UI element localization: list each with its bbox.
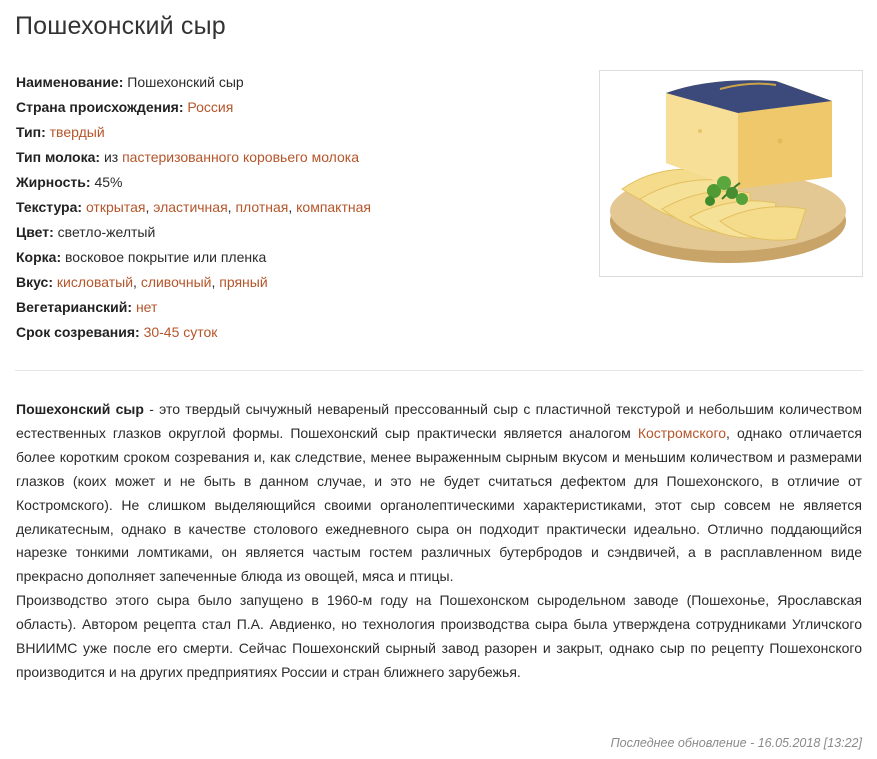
type-link[interactable]: твердый <box>49 124 105 140</box>
prop-fat <box>16 170 576 195</box>
prop-texture: Текстура: открытая, эластичная, плотная, компактная <box>16 199 371 215</box>
taste-link-creamy[interactable]: сливочный <box>140 274 212 290</box>
prop-label: Страна происхождения: <box>16 99 184 115</box>
prop-color <box>16 220 576 245</box>
prop-label: Тип: <box>16 124 46 140</box>
texture-link-compact[interactable]: компактная <box>296 199 371 215</box>
description-text: , однако отличается более коротким сроком созревания и, как следствие, менее выраженным сырным вкусом и меньшим количеством и размерами глазков (коих может и не быть в данном случае, и это не будет считаться дефектом для Пошехонского, в отличие от Костромского). Не слишком выделяющийся своими органолептическими характеристиками, этот сыр совсем не является деликатесным, однако в качестве столового ежедневного сыра он подходит практически идеально. Отлично поддающийся нарезке тонкими ломтиками, он является частым гостем различных бутербродов и сэндвичей, а в расплавленном виде прекрасно дополняет запеченные блюда из овощей, мяса и птицы. <box>16 424 862 585</box>
prop-country <box>16 95 576 120</box>
taste-link-spicy[interactable]: пряный <box>219 274 268 290</box>
page-title: Пошехонский сыр <box>15 12 226 40</box>
divider <box>15 370 863 371</box>
last-updated: Последнее обновление - 16.05.2018 [13:22] <box>610 736 862 750</box>
prop-milk <box>16 145 576 170</box>
prop-label: Наименование: <box>16 74 124 90</box>
vegetarian-link[interactable]: нет <box>135 299 158 315</box>
prop-label: Тип молока: <box>16 149 101 165</box>
prop-type <box>16 120 576 145</box>
prop-taste: Вкус: кисловатый, сливочный, пряный <box>16 274 268 290</box>
cheese-properties <box>16 70 576 345</box>
prop-label: Жирность: <box>16 174 91 190</box>
prop-label: Вкус: <box>16 274 54 290</box>
description-paragraph: Производство этого сыра было запущено в 1960-м году на Пошехонском сыродельном заводе (Пошехонье, Ярославская область). Автором рецепта стал П.А. Авдиенко, но технология производства сыра была утверждена сотрудниками Угличского ВНИИМС уже после его смерти. Сейчас Пошехонский сырный завод разорен и закрыт, однако сыр по рецепту Пошехонского производится и на других предприятиях России и стран ближнего зарубежья. <box>16 592 862 680</box>
taste-link-sour[interactable]: кисловатый <box>56 274 134 290</box>
prop-aging <box>16 320 576 345</box>
cheese-photo[interactable] <box>599 70 863 277</box>
prop-value: светло-желтый <box>57 224 156 240</box>
prop-value: Пошехонский сыр <box>127 74 244 90</box>
country-link[interactable]: Россия <box>187 99 234 115</box>
kostromskoy-link[interactable]: Костромского <box>637 424 727 441</box>
aging-link[interactable]: 30-45 суток <box>143 324 218 340</box>
description <box>16 398 862 685</box>
texture-link-open[interactable]: открытая <box>85 199 146 215</box>
prop-value: 45% <box>94 174 123 190</box>
milk-link[interactable]: пастеризованного коровьего молока <box>122 149 360 165</box>
description-paragraph <box>16 398 862 589</box>
prop-label: Текстура: <box>16 199 83 215</box>
texture-link-elastic[interactable]: эластичная <box>153 199 228 215</box>
prop-prefix: из <box>103 149 119 165</box>
prop-label: Вегетарианский: <box>16 299 133 315</box>
prop-value: восковое покрытие или пленка <box>65 249 267 265</box>
prop-label: Корка: <box>16 249 62 265</box>
description-bold-name: Пошехонский сыр <box>16 401 144 417</box>
prop-name <box>16 70 576 95</box>
prop-label: Цвет: <box>16 224 54 240</box>
description-text: - это твердый сычужный невареный прессованный сыр с пластичной текстурой и небольшим количеством естественных глазков округлой формы. Пошехонский сыр практически является аналогом <box>16 401 862 441</box>
prop-rind <box>16 245 576 270</box>
cheese-illustration <box>600 71 862 276</box>
prop-vegetarian <box>16 295 576 320</box>
prop-label: Срок созревания: <box>16 324 140 340</box>
texture-link-dense[interactable]: плотная <box>235 199 289 215</box>
